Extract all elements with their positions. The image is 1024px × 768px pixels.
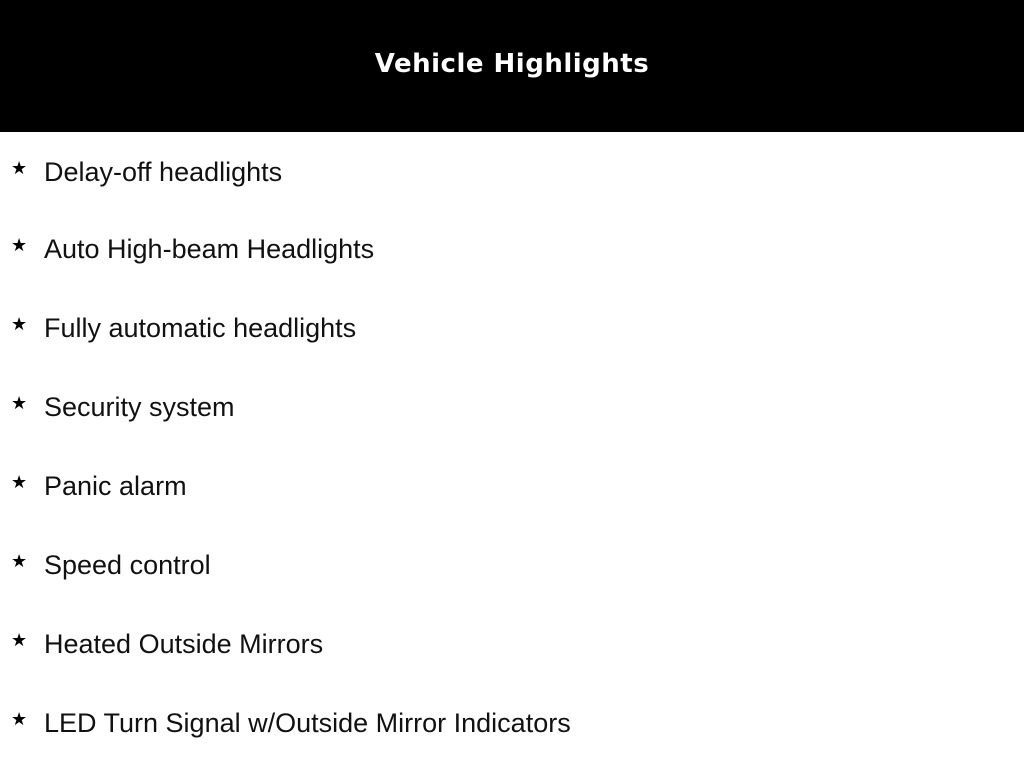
star-icon: ★ bbox=[11, 709, 28, 730]
star-icon: ★ bbox=[11, 551, 28, 572]
list-item bbox=[0, 448, 1024, 527]
list-item bbox=[0, 606, 1024, 685]
feature-label: Delay-off headlights bbox=[44, 157, 283, 187]
feature-label: LED Turn Signal w/Outside Mirror Indicators bbox=[44, 708, 571, 738]
star-icon: ★ bbox=[11, 472, 28, 493]
list-item bbox=[0, 685, 1024, 764]
feature-label: Panic alarm bbox=[44, 471, 187, 501]
page-title: Vehicle Highlights bbox=[374, 49, 650, 79]
feature-label: Heated Outside Mirrors bbox=[44, 629, 324, 659]
star-icon: ★ bbox=[11, 393, 28, 414]
feature-label: Fully automatic headlights bbox=[44, 313, 357, 343]
star-icon: ★ bbox=[11, 158, 28, 179]
list-item bbox=[0, 211, 1024, 290]
list-item bbox=[0, 369, 1024, 448]
star-icon: ★ bbox=[11, 235, 28, 256]
list-item bbox=[0, 132, 1024, 211]
feature-list bbox=[0, 132, 1024, 764]
feature-label: Security system bbox=[44, 392, 235, 422]
list-item bbox=[0, 290, 1024, 369]
feature-label: Speed control bbox=[44, 550, 211, 580]
list-item bbox=[0, 527, 1024, 606]
star-icon: ★ bbox=[11, 314, 28, 335]
header-bar bbox=[0, 0, 1024, 132]
feature-label: Auto High-beam Headlights bbox=[44, 234, 375, 264]
star-icon: ★ bbox=[11, 630, 28, 651]
